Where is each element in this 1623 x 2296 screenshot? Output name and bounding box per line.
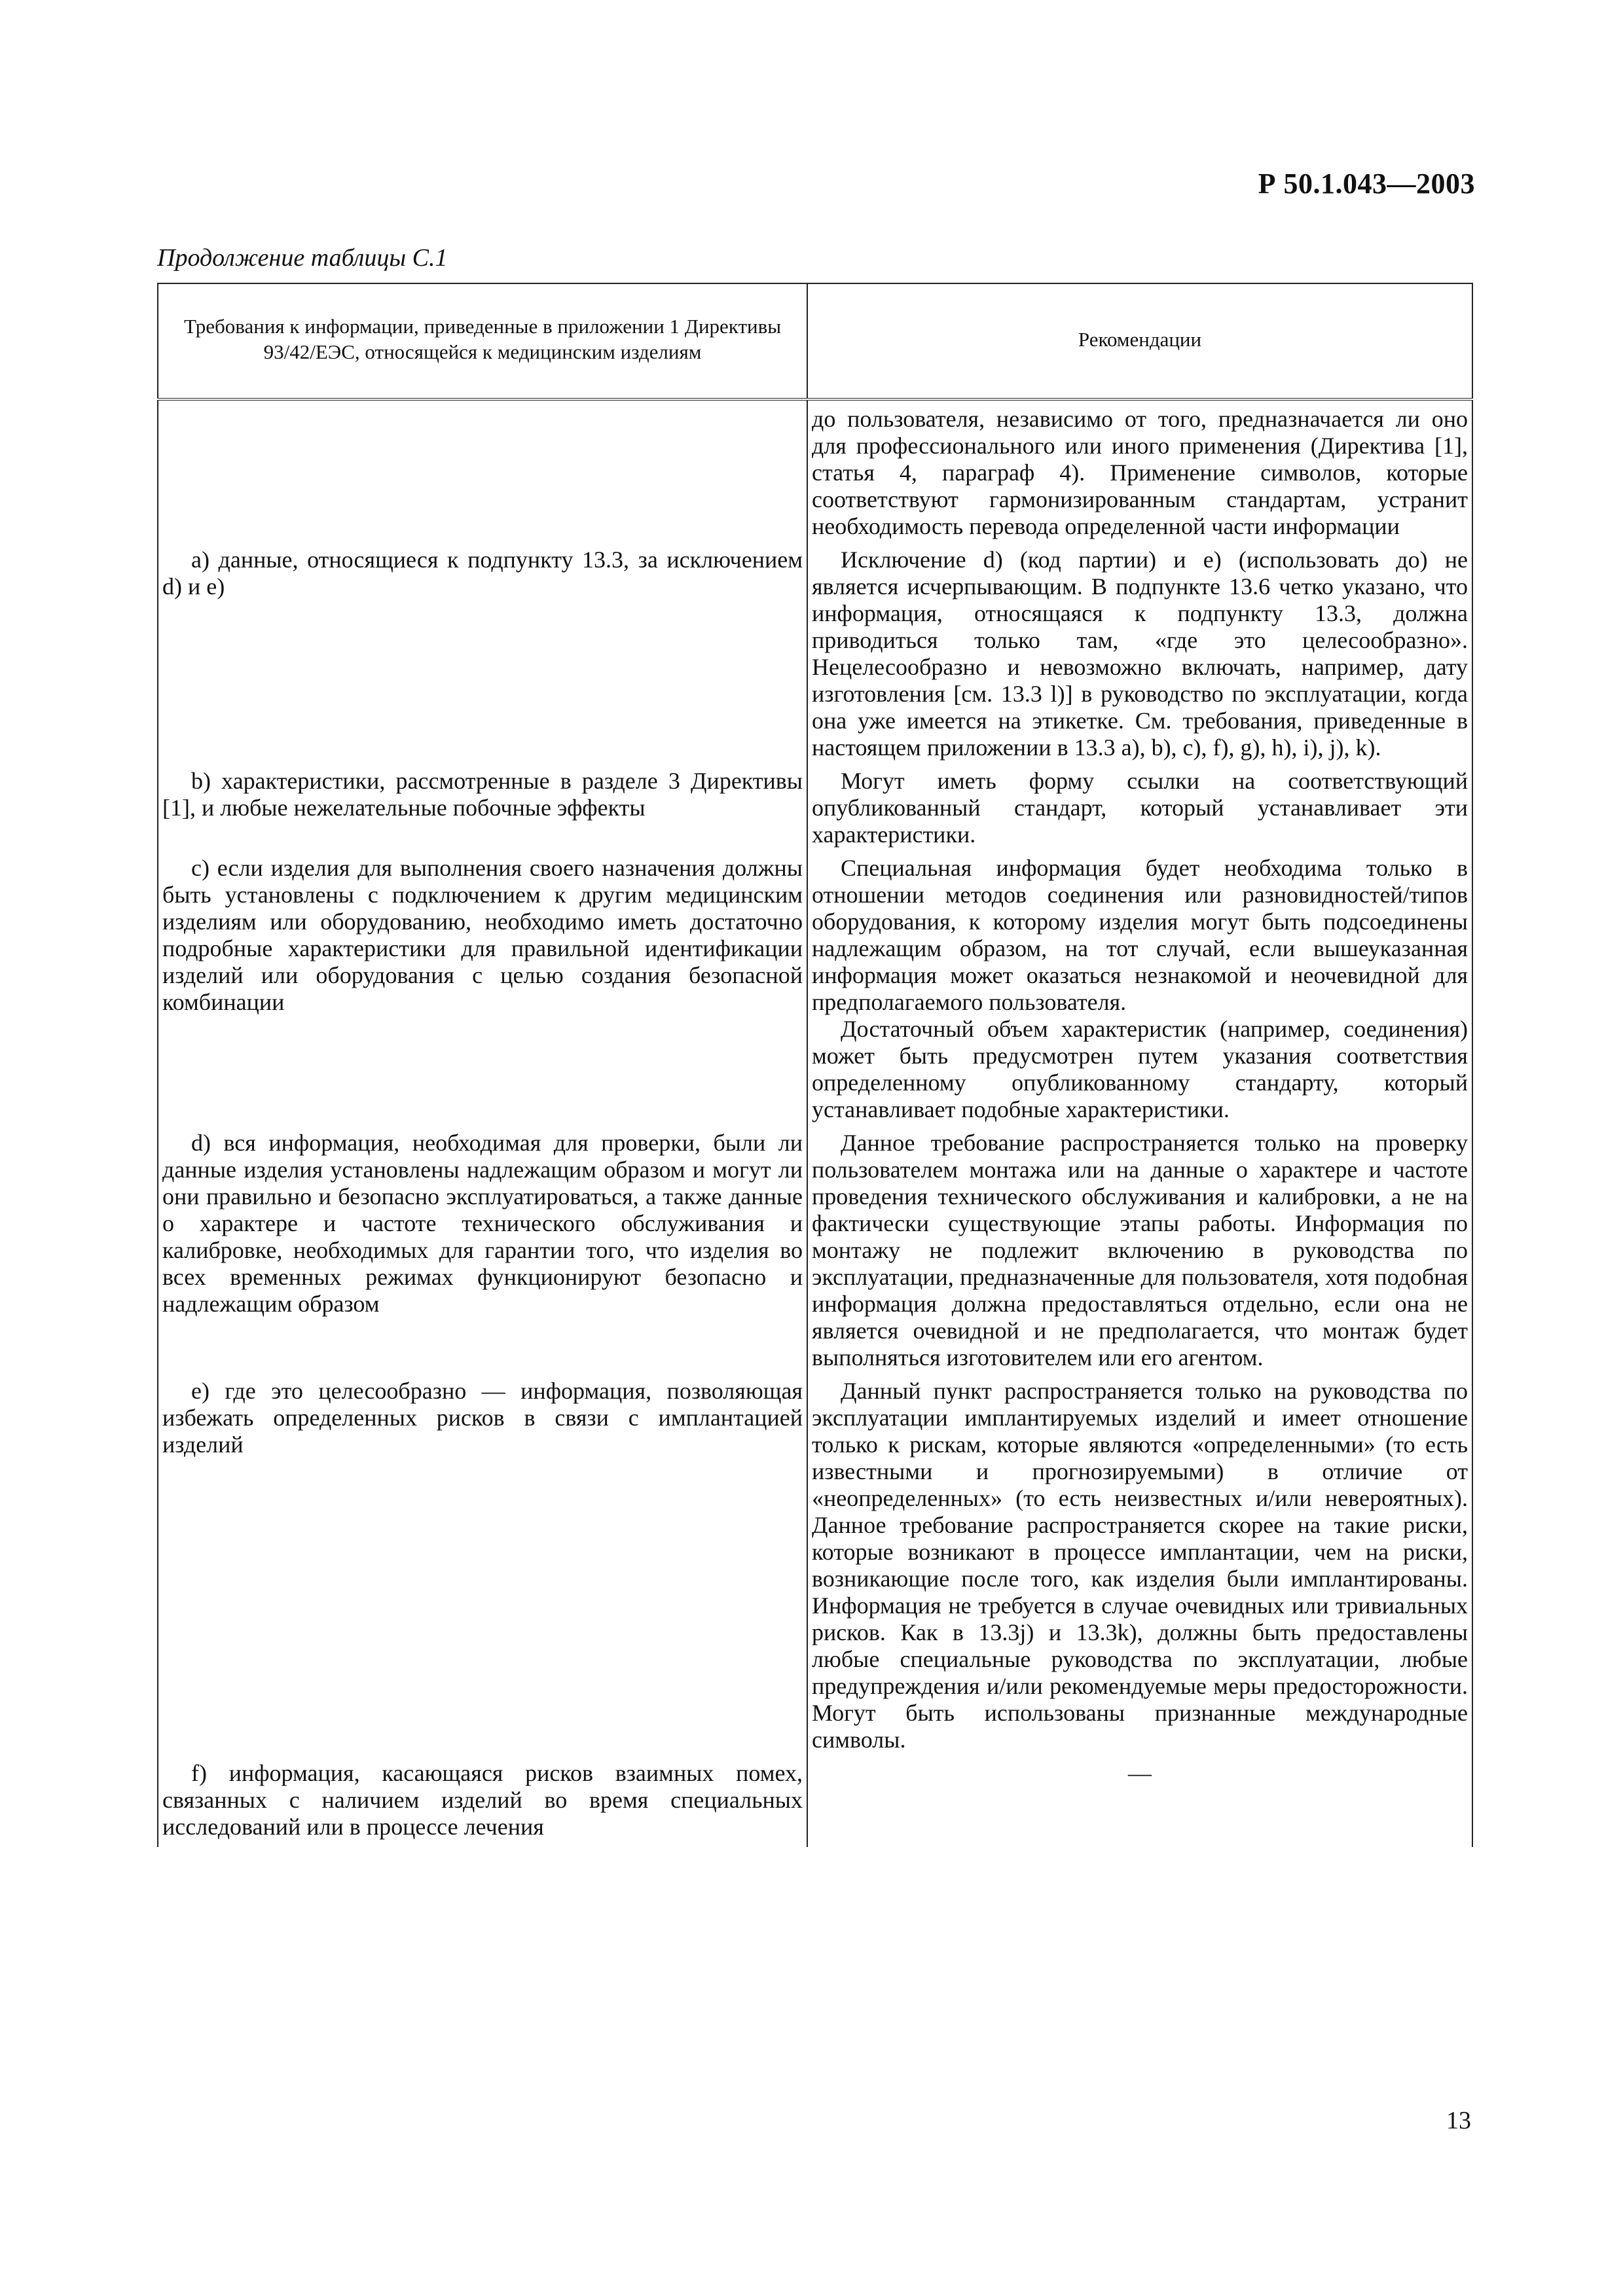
recommendation-cell bbox=[807, 547, 1472, 768]
recommendation-text: Достаточный объем характеристик (например, соединения) может быть предусмотрен путем указания соответствия определенному опубликованному стандарту, который устанавливает подобные характеристики. bbox=[812, 1016, 1468, 1122]
requirement-cell bbox=[158, 1760, 807, 1847]
table-row bbox=[158, 768, 1472, 855]
recommendation-cell bbox=[807, 1378, 1472, 1760]
requirement-cell bbox=[158, 1130, 807, 1378]
requirement-text: а) данные, относящиеся к подпункту 13.3, за исключением d) и е) bbox=[162, 547, 803, 600]
table-row bbox=[158, 547, 1472, 768]
recommendation-text: Исключение d) (код партии) и е) (использовать до) не является исчерпывающим. В подпункте 13.6 четко указано, что информация, относящаяся к подпункту 13.3, должна приводиться только там, «где это целесообразно». Нецелесообразно и невозможно включать, например, дату изготовления [см. 13.3 l)] в руководство по эксплуатации, когда она уже имеется на этикетке. См. требования, приведенные в настоящем приложении в 13.3 а), b), с), f), g), h), i), j), k). bbox=[812, 547, 1468, 761]
recommendation-text: Данное требование распространяется только на проверку пользователем монтажа или на данные о характере и частоте проведения технического обслуживания и калибровки, а не на фактически существующие этапы работы. Информация по монтажу не подлежит включению в руководства по эксплуатации, предназначенные для пользователя, хотя подобная информация должна предоставляться отдельно, если она не является очевидной и не предполагается, что монтаж будет выполняться изготовителем или его агентом. bbox=[812, 1130, 1468, 1371]
table-row bbox=[158, 1130, 1472, 1378]
table-row bbox=[158, 399, 1472, 547]
recommendation-cell bbox=[807, 399, 1472, 547]
column-header-recommendations: Рекомендации bbox=[807, 283, 1472, 399]
page-number: 13 bbox=[1446, 2107, 1471, 2134]
requirement-cell bbox=[158, 855, 807, 1130]
table-row bbox=[158, 1378, 1472, 1760]
table-header-row bbox=[158, 283, 1472, 399]
requirement-text: d) вся информация, необходимая для проверки, были ли данные изделия установлены надлежащим образом и могут ли они правильно и безопасно эксплуатироваться, а также данные о характере и частоте технического обслуживания и калибровке, необходимых для гарантии того, что изделия во всех временных режимах функционируют безопасно и надлежащим образом bbox=[162, 1130, 803, 1317]
recommendation-text: Данный пункт распространяется только на руководства по эксплуатации имплантируемых изделий и имеет отношение только к рискам, которые являются «определенными» (то есть известными и прогнозируемыми) в отличие от «неопределенных» (то есть неизвестных и/или невероятных). Данное требование распространяется скорее на такие риски, которые возникают в процессе имплантации, чем на риски, возникающие после того, как изделия были имплантированы. Информация не требуется в случае очевидных или тривиальных рисков. Как в 13.3j) и 13.3k), должны быть предоставлены любые специальные руководства по эксплуатации, любые предупреждения и/или рекомендуемые меры предосторожности. Могут быть использованы признанные международные символы. bbox=[812, 1378, 1468, 1753]
recommendation-text: Специальная информация будет необходима только в отношении методов соединения или разновидностей/типов оборудования, к которому изделия могут быть подсоединены надлежащим образом, на тот случай, если вышеуказанная информация может оказаться незнакомой и неочевидной для предполагаемого пользователя. bbox=[812, 855, 1468, 1015]
requirement-text: f) информация, касающаяся рисков взаимных помех, связанных с наличием изделий во время специальных исследований или в процессе лечения bbox=[162, 1760, 803, 1840]
table-row bbox=[158, 855, 1472, 1130]
recommendation-cell bbox=[807, 855, 1472, 1130]
requirement-cell bbox=[158, 399, 807, 547]
requirement-cell bbox=[158, 768, 807, 855]
recommendation-text: до пользователя, независимо от того, предназначается ли оно для профессионального или иного применения (Директива [1], статья 4, параграф 4). Применение символов, которые соответствуют гармонизированным стандартам, устранит необходимость перевода определенной части информации bbox=[812, 406, 1468, 539]
recommendation-text: Могут иметь форму ссылки на соответствующий опубликованный стандарт, который устанавливает эти характеристики. bbox=[812, 768, 1468, 848]
table-caption: Продолжение таблицы С.1 bbox=[157, 244, 448, 272]
requirement-text: b) характеристики, рассмотренные в разделе 3 Директивы [1], и любые нежелательные побочные эффекты bbox=[162, 768, 803, 821]
recommendation-text: — bbox=[1128, 1760, 1152, 1786]
requirement-text: с) если изделия для выполнения своего назначения должны быть установлены с подключением к другим медицинским изделиям или оборудованию, необходимо иметь достаточно подробные характеристики для правильной идентификации изделий или оборудования с целью создания безопасной комбинации bbox=[162, 855, 803, 1015]
recommendation-cell bbox=[807, 1760, 1472, 1847]
table-row bbox=[158, 1760, 1472, 1847]
document-code: Р 50.1.043—2003 bbox=[1258, 168, 1475, 200]
recommendation-cell bbox=[807, 768, 1472, 855]
requirements-table bbox=[157, 283, 1473, 1847]
recommendation-cell bbox=[807, 1130, 1472, 1378]
requirement-cell bbox=[158, 1378, 807, 1760]
column-header-requirements: Требования к информации, приведенные в приложении 1 Директивы 93/42/ЕЭС, относящейся к медицинским изделиям bbox=[158, 283, 807, 399]
requirement-cell bbox=[158, 547, 807, 768]
requirement-text: е) где это целесообразно — информация, позволяющая избежать определенных рисков в связи с имплантацией изделий bbox=[162, 1378, 803, 1458]
